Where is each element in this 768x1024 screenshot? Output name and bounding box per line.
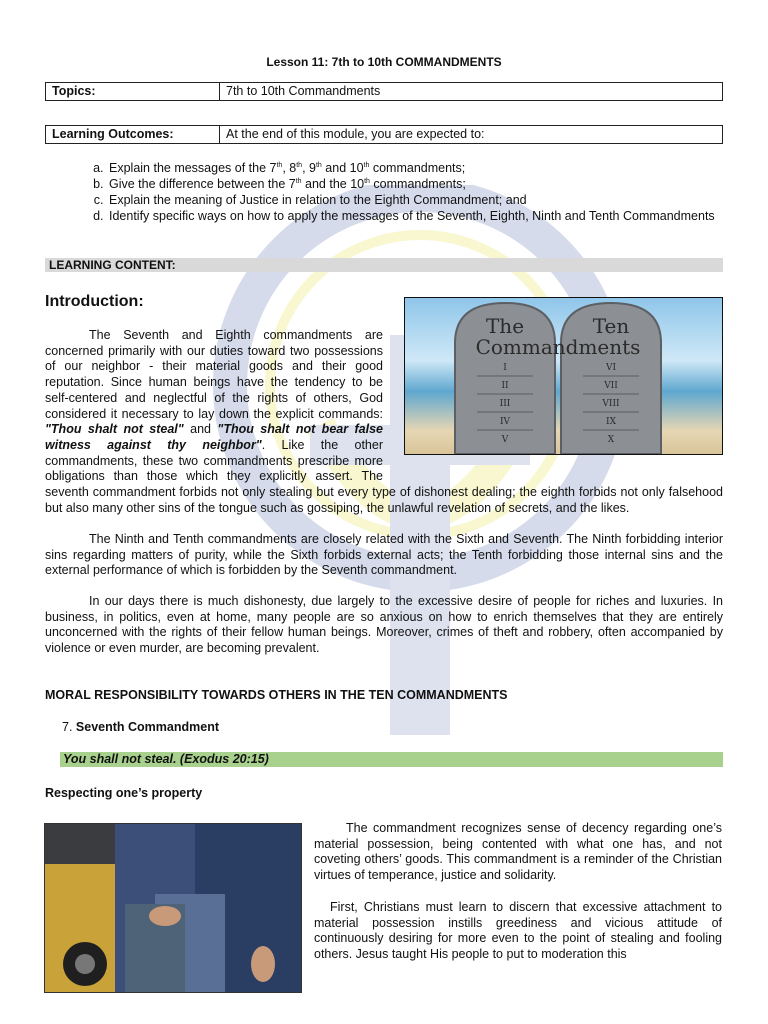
learning-content-band: LEARNING CONTENT:: [45, 258, 723, 272]
respecting-property-heading: Respecting one’s property: [45, 786, 203, 800]
outcomes-list: [45, 160, 768, 224]
outcome-a: a. Explain the messages of the 7th, 8th, 9th and 10th commandments;: [107, 160, 768, 176]
numeral-8: VIII: [602, 399, 620, 409]
learning-outcomes-label: Learning Outcomes:: [46, 126, 220, 143]
pickpocket-photo: [44, 823, 302, 993]
outcome-d: d. Identify specific ways on how to apply the messages of the Seventh, Eighth, Ninth and Tenth Commandments: [107, 208, 768, 224]
topics-value: 7th to 10th Commandments: [226, 84, 381, 98]
topics-label: Topics:: [46, 83, 220, 100]
learning-outcomes-row: [45, 125, 723, 144]
numeral-6: VI: [605, 363, 617, 373]
outcome-b: b. Give the difference between the 7th and the 10th commandments;: [107, 176, 768, 192]
intro-paragraph-1: The Seventh and Eighth commandments are concerned primarily with our duties toward two possessions of our neighbor - their material goods and their good reputation. Since human beings have the tendency to be self-centered and neglectful of the rights of others, God considered it necessary to lay down the explicit commands: "Thou shalt not steal" and "Thou shalt not bear false witness against thy neighbor". Like the other commandments, these two commandments prescribe more obligations than those which they explicitly assert. The seventh commandment forbids not only stealing but every type of dishonest dealing; the eighth forbids not only falsehood but also many other sins of the tongue such as gossiping, the unlawful revelation of secrets, and the likes.: [45, 328, 723, 515]
moral-responsibility-heading: MORAL RESPONSIBILITY TOWARDS OTHERS IN THE TEN COMMANDMENTS: [45, 688, 508, 702]
numeral-4: IV: [499, 417, 511, 427]
right-paragraph-1: The commandment recognizes sense of decency regarding one’s material possession, being contented with what one has, and not coveting others’ goods. This commandment is a reminder of the Christian virtues of temperance, justice and solidarity.: [314, 821, 722, 883]
numeral-1: I: [503, 363, 507, 373]
numeral-7: VII: [604, 381, 618, 391]
numeral-2: II: [501, 381, 509, 391]
outcome-c: c. Explain the meaning of Justice in relation to the Eighth Commandment; and: [107, 192, 768, 208]
introduction-heading: Introduction:: [45, 293, 144, 310]
tablet-word-ten: Ten: [592, 314, 630, 338]
pickpocket-image-icon: [45, 824, 301, 992]
numeral-9: IX: [606, 417, 616, 427]
intro-paragraph-2: The Ninth and Tenth commandments are closely related with the Sixth and Seventh. The Ninth forbidding interior sins regarding matters of purity, while the Sixth forbids external acts; the Tenth forbidding those internal sins and the external performance of which is forbidden by the Seventh commandment.: [45, 532, 723, 578]
numeral-10: X: [607, 435, 615, 445]
tablet-word-the: The: [485, 314, 525, 338]
topics-row: [45, 82, 723, 101]
right-paragraph-2: First, Christians must learn to discern that excessive attachment to material possession instills greediness and vicious attitude of continuously desiring for more even to the point of stealing and fooling others. Jesus taught His people to put to moderation this: [314, 900, 722, 962]
seventh-commandment-heading: 7. Seventh Commandment: [62, 720, 220, 734]
tablet-word-commandments: Commandments: [475, 335, 641, 359]
intro-paragraph-3: In our days there is much dishonesty, due largely to the excessive desire of people for riches and luxuries. In business, in politics, even at home, many people are so anxious on how to enrich themselves that they are entirely unconcerned with the rights of their fellow human beings. Moreover, crimes of theft and robbery, often accompanied by violence or even murder, are becoming prevalent.: [45, 594, 723, 656]
lesson-title: Lesson 11: 7th to 10th COMMANDMENTS: [266, 55, 502, 69]
verse-band: You shall not steal. (Exodus 20:15): [60, 752, 723, 767]
learning-outcomes-value: At the end of this module, you are expected to:: [226, 127, 485, 141]
numeral-3: III: [499, 399, 511, 409]
numeral-5: V: [501, 435, 509, 445]
